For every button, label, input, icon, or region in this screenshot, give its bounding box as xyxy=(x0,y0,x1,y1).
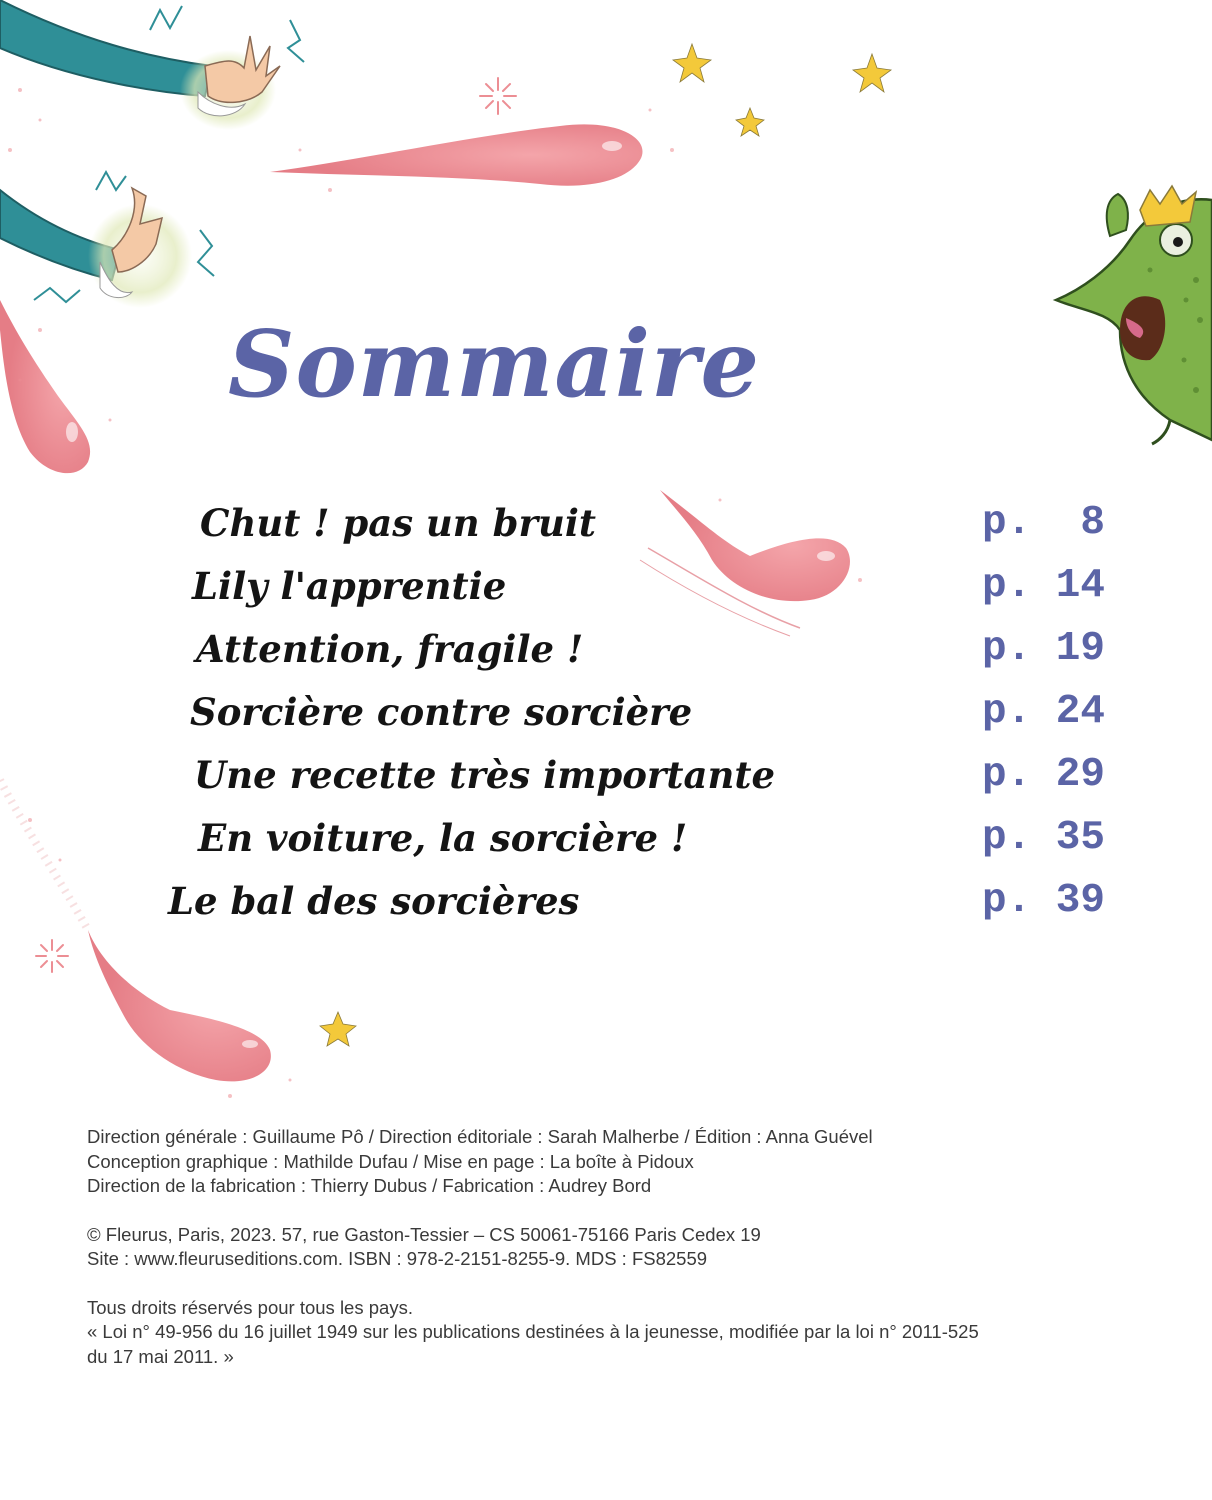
toc-entry[interactable] xyxy=(0,749,1212,801)
toc-entry[interactable] xyxy=(0,497,1212,549)
toc-entry-page: p. 8 xyxy=(982,500,1106,546)
toc-entry-page: p. 24 xyxy=(982,689,1106,735)
toc-entry[interactable] xyxy=(0,686,1212,738)
toc-entry-title: Sorcière contre sorcière xyxy=(190,690,693,734)
law-line: « Loi n° 49-956 du 16 juillet 1949 sur les publications destinées à la jeunesse, modifiée par la loi n° 2011-525 xyxy=(87,1321,979,1342)
toc-entry-title: Lily l'apprentie xyxy=(192,564,507,608)
witch-hand xyxy=(0,172,214,308)
publisher-credits xyxy=(87,1125,1147,1393)
toc-entry-title: Le bal des sorcières xyxy=(168,879,580,923)
sparkle-icon xyxy=(480,78,516,114)
comet-trail xyxy=(270,124,642,185)
star-icon xyxy=(320,1012,356,1046)
toc-entry-title: En voiture, la sorcière ! xyxy=(198,816,688,860)
toc-entry-title: Une recette très importante xyxy=(194,753,775,797)
credits-line: Direction de la fabrication : Thierry Dubus / Fabrication : Audrey Bord xyxy=(87,1175,652,1196)
toc-entry[interactable] xyxy=(0,875,1212,927)
witch-hand xyxy=(0,0,304,130)
star-icon xyxy=(853,54,891,92)
toc-entry-page: p. 14 xyxy=(982,563,1106,609)
frog-prince xyxy=(1056,186,1212,444)
star-icon xyxy=(673,44,711,82)
credits-staff xyxy=(87,1125,1147,1199)
rights-line: Tous droits réservés pour tous les pays. xyxy=(87,1296,413,1318)
toc-entry[interactable] xyxy=(0,560,1212,612)
toc-entry-title: Attention, fragile ! xyxy=(196,627,584,671)
credits-line: Direction générale : Guillaume Pô / Direction éditoriale : Sarah Malherbe / Édition : Anna Guével xyxy=(87,1126,873,1147)
star-icon xyxy=(736,108,764,136)
copyright-line: © Fleurus, Paris, 2023. 57, rue Gaston-Tessier – CS 50061-75166 Paris Cedex 19 xyxy=(87,1223,761,1245)
toc-entry[interactable] xyxy=(0,623,1212,675)
isbn-line: Site : www.fleuruseditions.com. ISBN : 978-2-2151-8255-9. MDS : FS82559 xyxy=(87,1248,708,1269)
page-title: Sommaire xyxy=(228,310,761,418)
law-line: du 17 mai 2011. » xyxy=(87,1345,234,1367)
toc-entry-page: p. 19 xyxy=(982,626,1106,672)
toc-entry-title: Chut ! pas un bruit xyxy=(200,501,596,545)
toc-entry-page: p. 29 xyxy=(982,752,1106,798)
toc-entry-page: p. 35 xyxy=(982,815,1106,861)
toc-entry-page: p. 39 xyxy=(982,878,1106,924)
comet-trail xyxy=(0,300,90,473)
sparkle-icon xyxy=(36,940,68,972)
credits-line: Conception graphique : Mathilde Dufau / Mise en page : La boîte à Pidoux xyxy=(87,1150,694,1172)
toc-entry[interactable] xyxy=(0,812,1212,864)
credits-legal xyxy=(87,1296,1147,1370)
credits-publisher xyxy=(87,1223,1147,1272)
